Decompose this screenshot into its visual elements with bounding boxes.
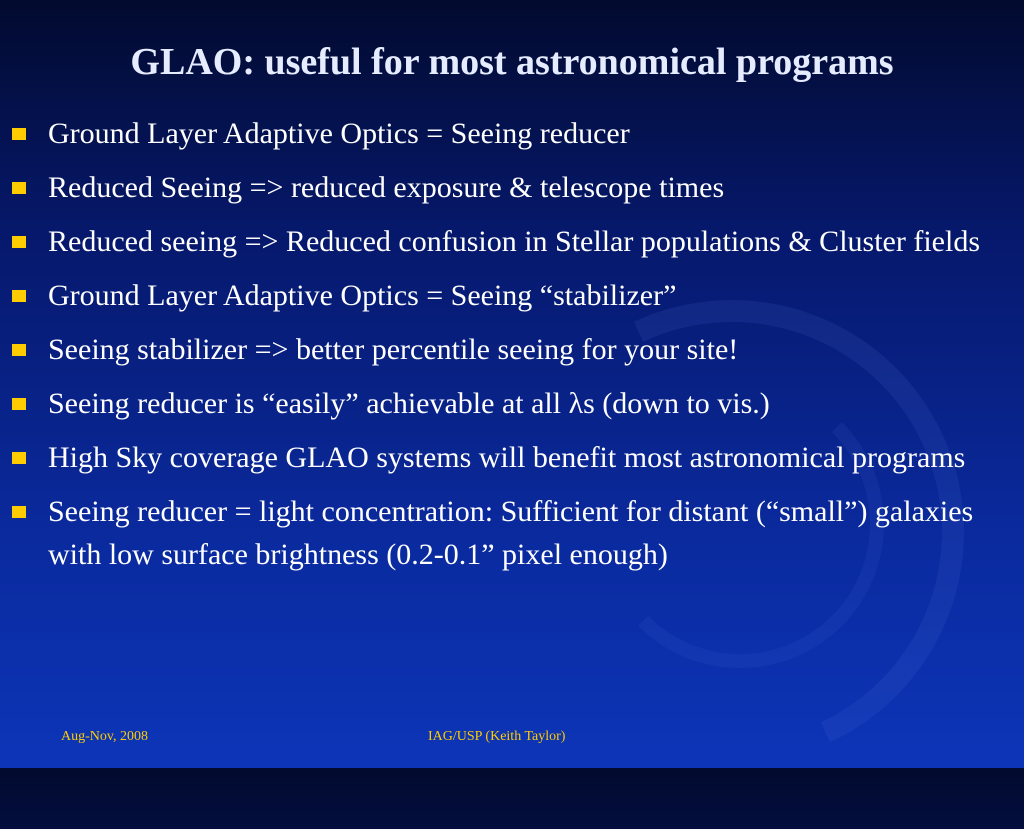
- square-bullet-icon: [12, 236, 26, 248]
- square-bullet-icon: [12, 290, 26, 302]
- bullet-item: [12, 274, 1007, 317]
- slide-title: GLAO: useful for most astronomical programs: [130, 41, 894, 83]
- bullet-item: [12, 490, 1007, 576]
- bullet-text: Seeing reducer is “easily” achievable at all λs (down to vis.): [48, 387, 770, 420]
- bullet-item: [12, 220, 1007, 263]
- bullet-item: [12, 382, 1007, 425]
- bullet-text: Reduced seeing => Reduced confusion in Stellar populations & Cluster fields: [48, 225, 980, 258]
- bullet-item: [12, 112, 1007, 155]
- square-bullet-icon: [12, 344, 26, 356]
- bullet-item: [12, 328, 1007, 371]
- bullet-text: High Sky coverage GLAO systems will benefit most astronomical programs: [48, 441, 966, 474]
- bullet-list: [12, 112, 1007, 587]
- bullet-text: Reduced Seeing => reduced exposure & telescope times: [48, 171, 725, 204]
- bullet-item: [12, 436, 1007, 479]
- bullet-text: Seeing stabilizer => better percentile seeing for your site!: [48, 333, 739, 366]
- footer-author: IAG/USP (Keith Taylor): [428, 729, 566, 744]
- bullet-text: Ground Layer Adaptive Optics = Seeing reducer: [48, 117, 630, 150]
- square-bullet-icon: [12, 128, 26, 140]
- bullet-text: Seeing reducer = light concentration: Sufficient for distant (“small”) galaxies with low surface brightness (0.2-0.1” pixel enough): [48, 495, 974, 571]
- square-bullet-icon: [12, 398, 26, 410]
- bullet-text: Ground Layer Adaptive Optics = Seeing “stabilizer”: [48, 279, 677, 312]
- bullet-item: [12, 166, 1007, 209]
- square-bullet-icon: [12, 506, 26, 518]
- square-bullet-icon: [12, 182, 26, 194]
- square-bullet-icon: [12, 452, 26, 464]
- footer-date: Aug-Nov, 2008: [61, 729, 148, 744]
